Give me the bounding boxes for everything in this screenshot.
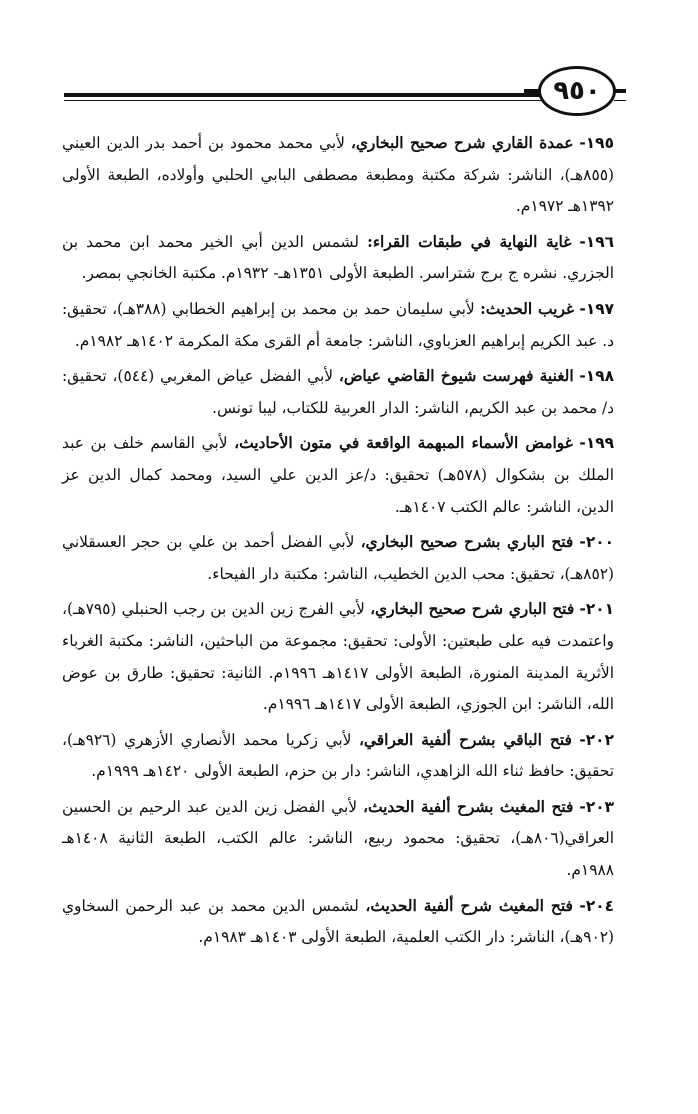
entry-body: لأبي الفضل زين الدين عبد الرحيم بن الحسين العراقي(٨٠٦هـ)، تحقيق: محمود ربيع، الناشر: عالم الكتب، الطبعة الثانية ١٤٠٨هـ ١٩٨٨م.	[62, 797, 614, 880]
entry-number: ٢٠٢-	[579, 730, 614, 749]
entry-body: لأبي الفضل عياض المغربي (٥٤٤)، تحقيق: د/ محمد بن عبد الكريم، الناشر: الدار العربية للكتاب، ليبا تونس.	[62, 367, 614, 417]
entry-number: ٢٠٠-	[579, 533, 614, 552]
bibliography-entry	[62, 361, 614, 424]
entry-title: فتح المغيث شرح ألفية الحديث،	[365, 896, 573, 915]
entry-body: لشمس الدين أبي الخير محمد ابن محمد بن الجزري. نشره ج برج شتراسر. الطبعة الأولى ١٣٥١هـ- ١٩٣٢م. مكتبة الخانجي بمصر.	[62, 232, 614, 283]
entry-title: فتح الباري بشرح صحيح البخاري،	[360, 533, 574, 552]
bibliography-entry	[62, 428, 614, 523]
entry-body: لأبي محمد محمود بن أحمد بدر الدين العيني (٨٥٥هـ)، الناشر: شركة مكتبة ومطبعة مصطفى البابي الحلبي وأولاده، الطبعة الأولى ١٣٩٢هـ ١٩٧٢م.	[62, 134, 614, 216]
entry-body: لأبي الفرج زين الدين بن رجب الحنبلي (٧٩٥هـ)، واعتمدت فيه على طبعتين: الأولى: تحقيق: مجموعة من الباحثين، الناشر: مكتبة الغرباء الأثرية المدينة المنورة، الطبعة الأولى ١٤١٧هـ ١٩٩٦م. الثانية: تحقيق: طارق بن عوض الله، الناشر: ابن الجوزي، الطبعة الأولى ١٤١٧هـ ١٩٩٦م.	[62, 600, 614, 714]
entry-number: ١٩٥-	[579, 134, 614, 152]
bibliography-entry	[62, 891, 614, 954]
bibliography-list	[62, 128, 614, 958]
entry-body: لأبي الفضل أحمد بن علي بن حجر العسقلاني (٨٥٢هـ)، تحقيق: محب الدين الخطيب، الناشر: مكتبة دار الفيحاء.	[62, 533, 614, 583]
entry-body: لشمس الدين محمد بن عبد الرحمن السخاوي (٩٠٢هـ)، الناشر: دار الكتب العلمية، الطبعة الأولى ١٤٠٣هـ ١٩٨٣م.	[62, 896, 614, 947]
bibliography-entry	[62, 527, 614, 590]
bibliography-entry	[62, 594, 614, 720]
entry-number: ١٩٨-	[579, 367, 614, 386]
bibliography-entry	[62, 227, 614, 290]
entry-title: فتح الباري شرح صحيح البخاري،	[370, 600, 575, 619]
entry-title: غاية النهاية في طبقات القراء:	[367, 232, 572, 251]
entry-title: عمدة القاري شرح صحيح البخاري،	[350, 134, 574, 152]
entry-number: ٢٠١-	[579, 600, 615, 619]
entry-number: ١٩٦-	[579, 232, 614, 251]
entry-number: ١٩٩-	[579, 434, 614, 453]
page-header	[64, 60, 626, 120]
entry-title: غوامض الأسماء المبهمة الواقعة في متون الأحاديث،	[234, 434, 573, 453]
entry-title: فتح المغيث بشرح ألفية الحديث،	[363, 797, 574, 816]
bibliography-entry	[62, 128, 614, 223]
entry-number: ٢٠٤-	[579, 896, 614, 915]
header-rule-thick	[64, 93, 544, 97]
entry-title: غريب الحديث:	[480, 299, 574, 318]
entry-body: لأبي زكريا محمد الأنصاري الأزهري (٩٢٦هـ)، تحقيق: حافظ ثناء الله الزاهدي، الناشر: دار بن حزم، الطبعة الأولى ١٤٢٠هـ ١٩٩٩م.	[62, 730, 614, 781]
entry-title: فتح الباقي بشرح ألفية العراقي،	[358, 730, 572, 749]
bibliography-entry	[62, 725, 614, 788]
bibliography-entry	[62, 792, 614, 887]
entry-body: لأبي القاسم خلف بن عبد الملك بن بشكوال (٥٧٨هـ) تحقيق: د/عز الدين علي السيد، ومحمد كمال الدين عز الدين، الناشر: عالم الكتب ١٤٠٧هـ.	[62, 434, 614, 516]
page-number-badge	[538, 66, 616, 116]
bibliography-entry	[62, 294, 614, 357]
entry-title: الغنية فهرست شيوخ القاضي عياض،	[338, 367, 574, 386]
entry-number: ١٩٧-	[579, 299, 614, 318]
page-number: ٩٥٠	[553, 76, 601, 106]
entry-body: لأبي سليمان حمد بن محمد بن إبراهيم الخطابي (٣٨٨هـ)، تحقيق: د. عبد الكريم إبراهيم العزباوي، الناشر: جامعة أم القرى مكة المكرمة ١٤٠٢هـ ١٩٨٢م.	[62, 299, 614, 350]
entry-number: ٢٠٣-	[579, 797, 614, 816]
header-rule-thin	[64, 100, 544, 101]
